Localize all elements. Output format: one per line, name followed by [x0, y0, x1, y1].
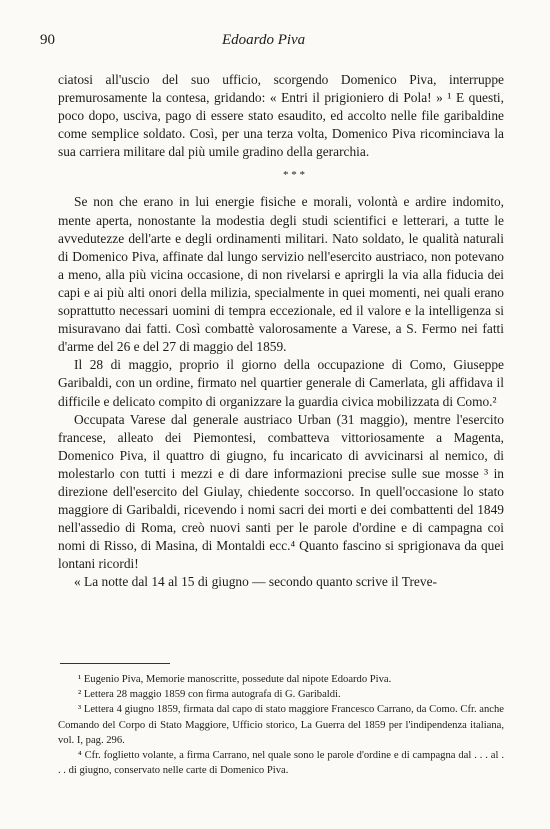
paragraph-4: Occupata Varese dal generale austriaco Urban (31 maggio), mentre l'esercito francese, alleato dei Piemontesi, combatteva vittoriosamente a Magenta, Domenico Piva, il quattro di giugno, fu incaricato di avvicinarsi al nemico, di molestarlo con tutti i mezzi e di dare informazioni precise sulle sue mosse ³ in direzione dell'esercito del Giulay, chiedente soccorso. In quell'occasione lo stato maggiore di Garibaldi, ricevendo i nomi sacri dei morti e dei combattenti del 1849 nell'assedio di Roma, creò nuovi santi per le parole d'ordine e di campagna coi nomi di Risso, di Masina, di Montaldi ecc.⁴ Quanto fascino si sprigionava da quei lontani ricordi!: [58, 411, 504, 572]
paragraph-1: ciatosi all'uscio del suo ufficio, scorgendo Domenico Piva, interruppe premurosamente la contesa, gridando: « Entri il prigioniero di Pola! » ¹ E questi, poco dopo, usciva, pago di essere stato esaudito, ed accolto nelle file garibaldine come semplice soldato. Così, per una terza volta, Domenico Piva ricominciava la sua carriera militare dal più umile gradino della gerarchia.: [58, 72, 504, 160]
page-header: [40, 32, 510, 54]
footnote-divider: [60, 663, 170, 664]
paragraph-2: Se non che erano in lui energie fisiche e morali, volontà e ardire indomito, mente aperta, nonostante la modestia degli studi scientifici e letterari, a tutte le avvedutezze dell'arte e degli ordinamenti militari. Nato soldato, le qualità naturali di Domenico Piva, affinate dal lungo servizio nell'esercito austriaco, non potevano a meno, alla più vicina occasione, di non rivelarsi e aprirgli la via alla fiducia dei capi e ai più alti onori della milizia, specialmente in quei momenti, nei quali erano soprattutto necessari uomini di tempra eccezionale, ed il valore e la intelligenza si misuravano dai fatti. Così combattè valorosamente a Varese, a S. Fermo nei fatti d'arme del 26 e del 27 di maggio del 1859.: [58, 194, 504, 355]
section-break-asterism: * * *: [283, 169, 305, 182]
footnote-1: ¹ Eugenio Piva, Memorie manoscritte, possedute dal nipote Edoardo Piva.: [78, 674, 392, 685]
paragraph-5: « La notte dal 14 al 15 di giugno — secondo quanto scrive il Treve-: [74, 574, 437, 590]
main-text: [58, 71, 504, 592]
page-number: 90: [40, 32, 55, 48]
footnotes: [58, 672, 504, 778]
running-head: Edoardo Piva: [222, 32, 306, 48]
footnote-2: ² Lettera 28 maggio 1859 con firma autografa di G. Garibaldi.: [78, 689, 341, 701]
footnote-4: ⁴ Cfr. foglietto volante, a firma Carrano, nel quale sono le parole d'ordine e di campagna dal . . . al . . . di giugno, conservato nelle carte di Domenico Piva.: [58, 750, 504, 777]
paragraph-3: Il 28 di maggio, proprio il giorno della occupazione di Como, Giuseppe Garibaldi, con un ordine, firmato nel quartier generale di Camerlata, gli affidava il difficile e delicato compito di organizzare la guardia civica mobilizzata di Como.²: [58, 357, 504, 409]
footnote-3: ³ Lettera 4 giugno 1859, firmata dal capo di stato maggiore Francesco Carrano, da Como. Cfr. anche Comando del Corpo di Stato Maggiore, Ufficio storico, La Guerra del 1859 per l'indipendenza italiana, vol. I, pag. 296.: [58, 704, 504, 746]
